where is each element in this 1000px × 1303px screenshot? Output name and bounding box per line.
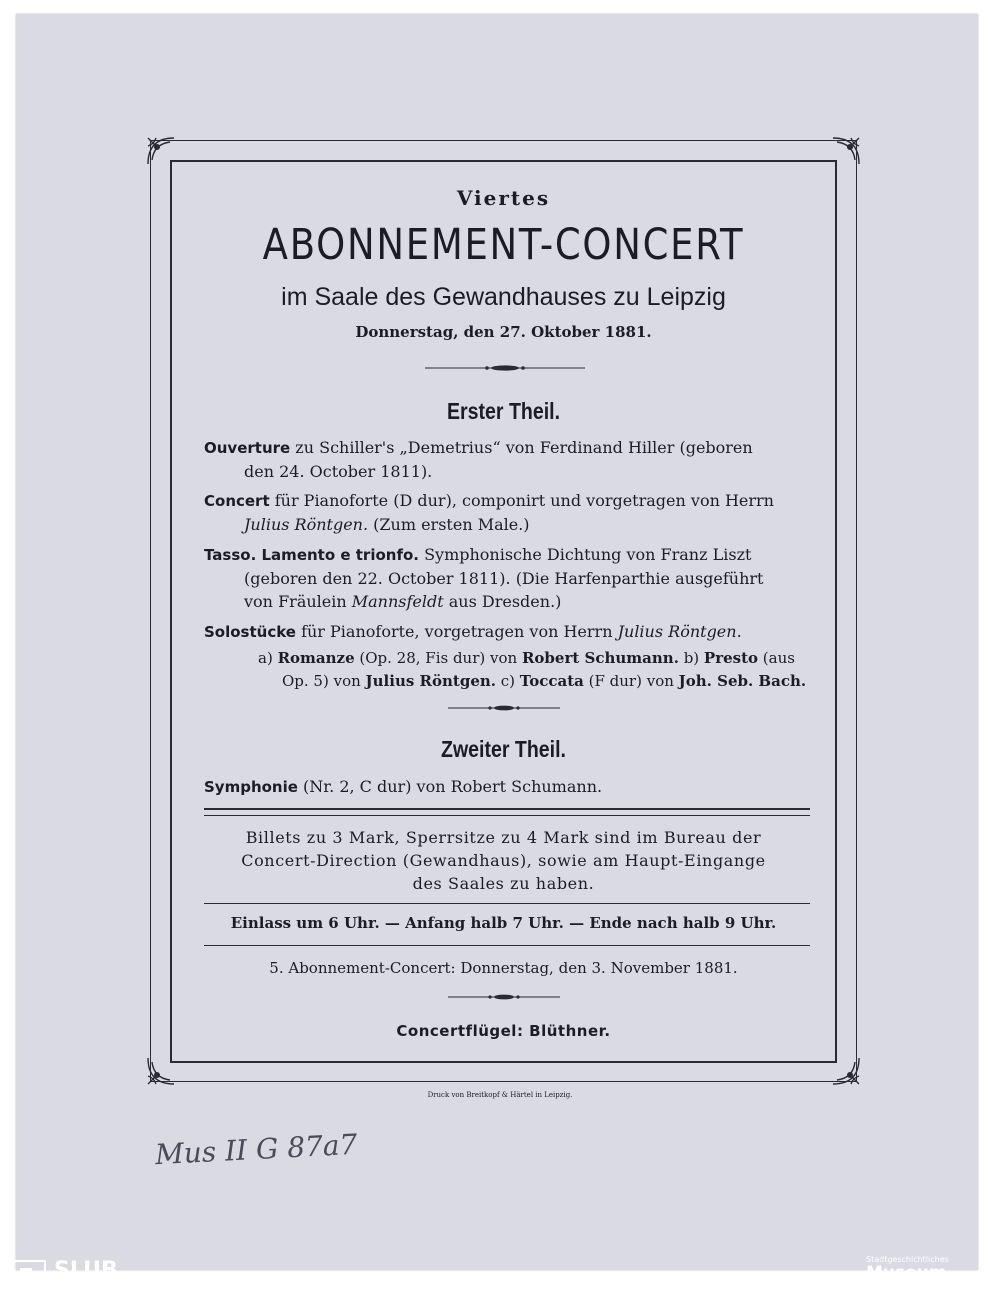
concert-number: Viertes: [456, 186, 551, 210]
slub-logo[interactable]: [12, 1258, 232, 1298]
performer-name: Julius Röntgen.: [244, 515, 369, 534]
item-text: aus Dresden.): [443, 592, 562, 611]
solo-detail: (Op. 28, Fis dur) von: [354, 649, 522, 667]
slub-tagline: Wir führen Wissen.: [54, 1285, 167, 1299]
item-text: (geboren den 22. October 1811). (Die Harfenparthie ausgeführt: [244, 569, 764, 588]
double-rule: [204, 808, 810, 816]
solo-detail: Op. 5) von: [282, 672, 366, 690]
slub-name: SLUB: [54, 1258, 118, 1283]
item-lead: Ouverture: [204, 439, 291, 457]
item-text: Symphonische Dichtung von Franz Liszt: [418, 545, 752, 564]
item-text: für Pianoforte (D dur), componirt und vorgetragen von Herrn: [269, 491, 774, 510]
museum-logo-top: Stadtgeschichtliches: [866, 1255, 949, 1264]
piano-note: Concertflügel: Blüthner.: [396, 1022, 611, 1040]
ornament-divider: [425, 363, 585, 373]
solo-label: b): [678, 649, 704, 667]
program-item: [204, 620, 810, 644]
item-text: von Fräulein: [244, 592, 352, 611]
museum-logo-city: Leipzig: [866, 1282, 895, 1291]
solo-title: Romanze: [277, 649, 355, 667]
ornament-divider: [448, 703, 560, 713]
performer-name: Julius Röntgen.: [617, 622, 742, 641]
solo-title: Toccata: [519, 672, 584, 690]
item-text: für Pianoforte, vorgetragen von Herrn: [295, 622, 618, 641]
museum-logo-name: Museum.: [866, 1263, 953, 1283]
corner-ornament-icon: [144, 134, 178, 168]
performer-name: Mannsfeldt: [351, 592, 444, 611]
museum-cert: ✓Zertifizierter Partner der Nationalen Klimaschutzinitiative: [866, 1291, 984, 1296]
item-text: den 24. October 1811).: [244, 462, 433, 481]
concert-date: Donnerstag, den 27. Oktober 1881.: [355, 323, 652, 341]
program-item: [204, 436, 810, 483]
solo-pieces: [258, 647, 810, 693]
printer-credit: Druck von Breitkopf & Härtel in Leipzig.: [427, 1091, 573, 1099]
item-lead: Concert: [204, 492, 270, 510]
program-item: [204, 543, 810, 613]
item-text: (Zum ersten Male.): [368, 515, 530, 534]
item-text: zu Schiller's „Demetrius“ von Ferdinand Hiller (geboren: [290, 438, 753, 457]
next-concert: 5. Abonnement-Concert: Donnerstag, den 3. November 1881.: [269, 959, 738, 977]
venue-line: im Saale des Gewandhauses zu Leipzig: [281, 283, 726, 311]
slub-logo-icon: [12, 1260, 46, 1294]
ticket-info: [170, 826, 837, 895]
item-lead: Tasso. Lamento e trionfo.: [204, 546, 419, 564]
solo-title: Presto: [703, 649, 759, 667]
poster-title: ABONNEMENT-CONCERT: [262, 220, 745, 270]
solo-label: a): [258, 649, 273, 667]
ornament-divider: [448, 992, 560, 1002]
rule: [204, 903, 810, 904]
timing-info: Einlass um 6 Uhr. — Anfang halb 7 Uhr. — Ende nach halb 9 Uhr.: [230, 914, 777, 932]
ticket-line: Concert-Direction (Gewandhaus), sowie am Haupt-Eingange: [241, 851, 766, 870]
corner-ornament-icon: [829, 134, 863, 168]
solo-composer: Robert Schumann.: [521, 649, 679, 667]
corner-ornament-icon: [829, 1054, 863, 1088]
solo-label: c): [495, 672, 520, 690]
ticket-line: des Saales zu haben.: [412, 874, 595, 893]
ticket-line: Billets zu 3 Mark, Sperrsitze zu 4 Mark sind im Bureau der: [245, 828, 762, 847]
item-lead: Solostücke: [204, 623, 296, 641]
corner-ornament-icon: [144, 1054, 178, 1088]
shelfmark-annotation: Mus II G 87a7: [154, 1127, 359, 1172]
item-text: (Nr. 2, C dur) von Robert Schumann.: [297, 777, 603, 796]
program-item: [204, 489, 810, 536]
solo-composer: Joh. Seb. Bach.: [678, 672, 807, 690]
solo-detail: (aus: [758, 649, 795, 667]
part-two-heading: Zweiter Theil.: [441, 736, 566, 762]
rule: [204, 945, 810, 946]
item-lead: Symphonie: [204, 778, 298, 796]
solo-detail: (F dur) von: [583, 672, 679, 690]
solo-composer: Julius Röntgen.: [365, 672, 496, 690]
museum-logo[interactable]: [866, 1255, 1000, 1303]
part-one-heading: Erster Theil.: [447, 398, 560, 424]
program-item: [204, 775, 810, 799]
